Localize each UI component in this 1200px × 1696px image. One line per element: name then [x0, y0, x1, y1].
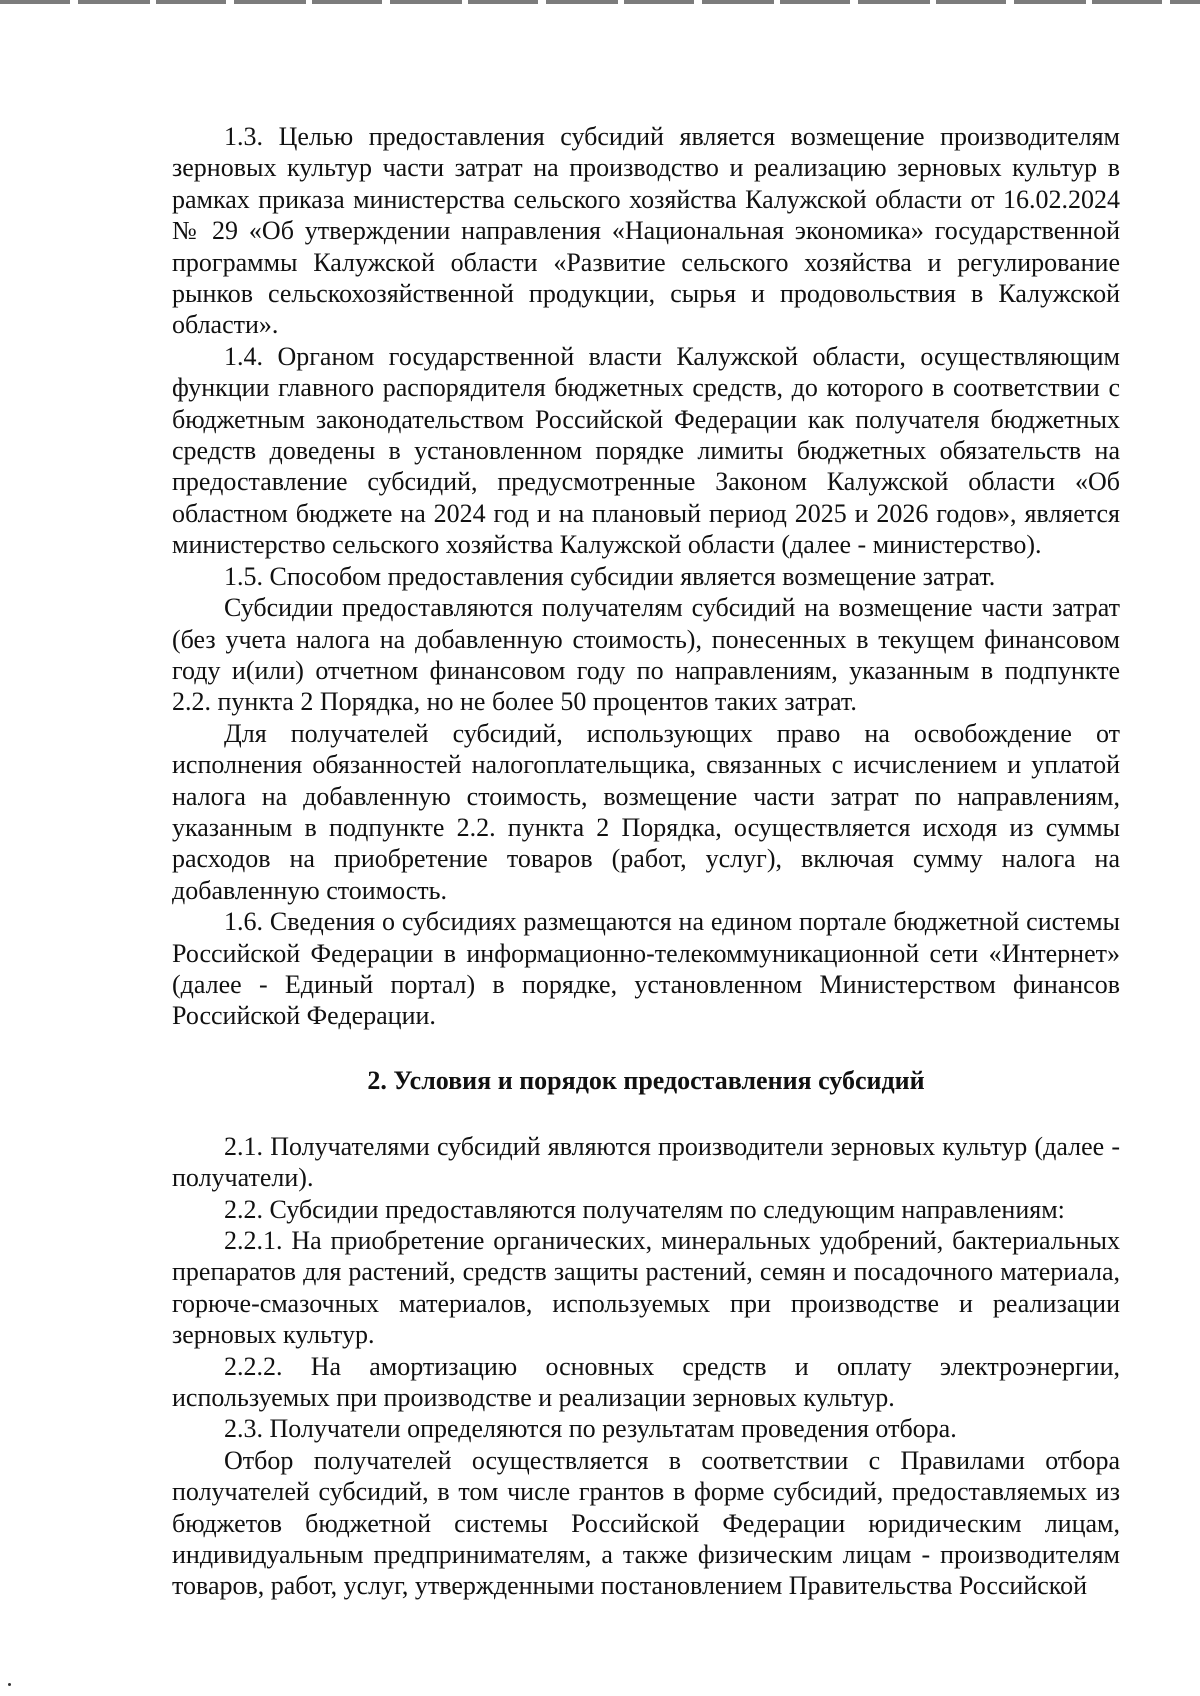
paragraph-1-4: 1.4. Органом государственной власти Калужской области, осуществляющим функции главного распорядителя бюджетных средств, до которого в соответствии с бюджетным законодательством Российской Федерации как получателя бюджетных средств доведены в установленном порядке лимиты бюджетных обязательств на предоставление субсидий, предусмотренные Законом Калужской области «Об областном бюджете на 2024 год и на плановый период 2025 и 2026 годов», является министерство сельского хозяйства Калужской области (далее - министерство).: [172, 341, 1120, 560]
paragraph-subsidies-provided: Субсидии предоставляются получателям субсидий на возмещение части затрат (без учета налога на добавленную стоимость), понесенных в текущем финансовом году и(или) отчетном финансовом году по направлениям, указанным в подпункте 2.2. пункта 2 Порядка, но не более 50 процентов таких затрат.: [172, 593, 1120, 717]
section-heading: 2. Условия и порядок предоставления субсидий: [367, 1065, 925, 1095]
document-body: [172, 121, 1120, 1602]
paragraph-2-2-2: 2.2.2. На амортизацию основных средств и оплату электроэнергии, используемых при производстве и реализации зерновых культур.: [172, 1351, 1120, 1413]
scan-artifact-dot: [8, 1683, 11, 1686]
paragraph-2-3: 2.3. Получатели определяются по результатам проведения отбора.: [224, 1414, 957, 1444]
paragraph-vat-exemption: Для получателей субсидий, использующих право на освобождение от исполнения обязанностей налогоплательщика, связанных с исчислением и уплатой налога на добавленную стоимость, возмещение части затрат по направлениям, указанным в подпункте 2.2. пункта 2 Порядка, осуществляется исходя из суммы расходов на приобретение товаров (работ, услуг), включая сумму налога на добавленную стоимость.: [172, 718, 1120, 905]
paragraph-1-5: 1.5. Способом предоставления субсидии является возмещение затрат.: [224, 561, 996, 591]
paragraph-1-6: 1.6. Сведения о субсидиях размещаются на едином портале бюджетной системы Российской Федерации в информационно-телекоммуникационной сети «Интернет» (далее - Единый портал) в порядке, установленном Министерством финансов Российской Федерации.: [172, 907, 1120, 1031]
paragraph-selection-rules: Отбор получателей осуществляется в соответствии с Правилами отбора получателей субсидий, в том числе грантов в форме субсидий, предоставляемых из бюджетов бюджетной системы Российской Федерации юридическим лицам, индивидуальным предпринимателям, а также физическим лицам - производителям товаров, работ, услуг, утвержденными постановлением Правительства Российской: [172, 1445, 1120, 1601]
paragraph-2-2-1: 2.2.1. На приобретение органических, минеральных удобрений, бактериальных препаратов для растений, средств защиты растений, семян и посадочного материала, горюче-смазочных материалов, используемых при производстве и реализации зерновых культур.: [172, 1226, 1120, 1350]
scan-top-edge: [0, 0, 1200, 4]
paragraph-2-2: 2.2. Субсидии предоставляются получателям по следующим направлениям:: [224, 1194, 1065, 1224]
paragraph-2-1: 2.1. Получателями субсидий являются производители зерновых культур (далее - получатели).: [172, 1131, 1120, 1193]
paragraph-1-3: 1.3. Целью предоставления субсидий является возмещение производителям зерновых культур части затрат на производство и реализацию зерновых культур в рамках приказа министерства сельского хозяйства Калужской области от 16.02.2024 № 29 «Об утверждении направления «Национальная экономика» государственной программы Калужской области «Развитие сельского хозяйства и регулирование рынков сельскохозяйственной продукции, сырья и продовольствия в Калужской области».: [172, 122, 1120, 340]
